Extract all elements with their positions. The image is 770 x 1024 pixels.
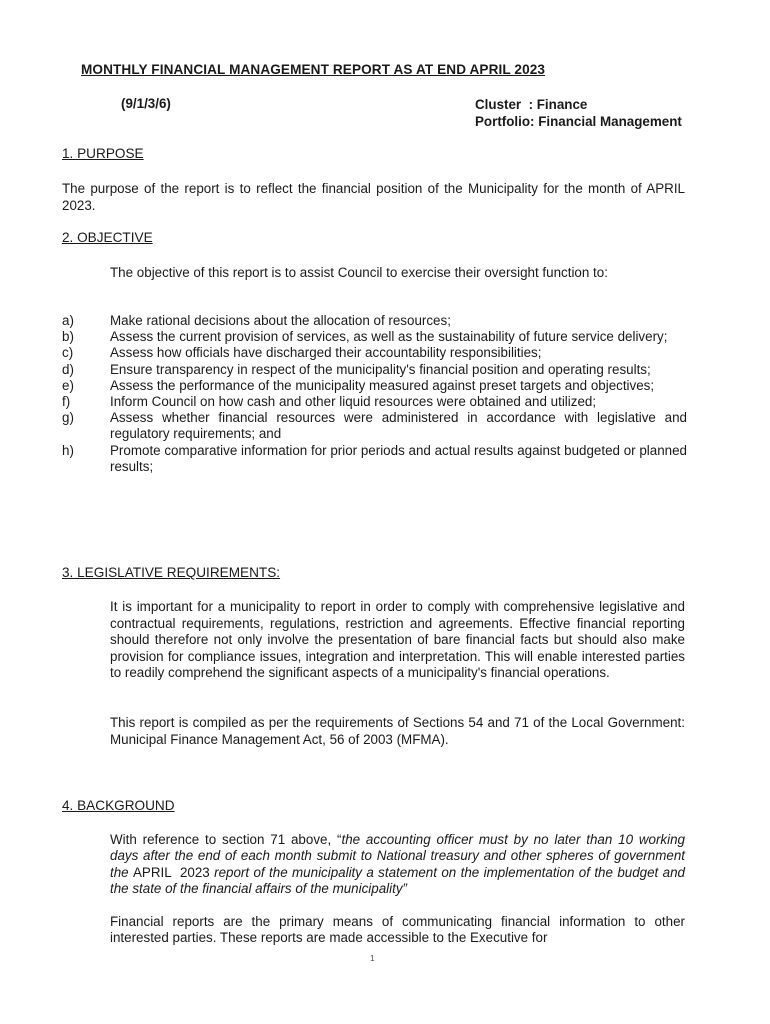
file-reference: (9/1/3/6): [121, 96, 171, 111]
background-para-1: [110, 832, 685, 898]
page-number: 1: [370, 954, 375, 963]
list-item-text: Assess whether financial resources were administered in accordance with legislative and regulatory requirements; and: [110, 410, 687, 442]
purpose-heading: 1. PURPOSE: [62, 146, 144, 161]
list-item-text: Assess the performance of the municipality measured against preset targets and objectives;: [110, 377, 655, 393]
list-item-text: Assess how officials have discharged their accountability responsibilities;: [110, 345, 542, 361]
report-title: MONTHLY FINANCIAL MANAGEMENT REPORT AS AT END APRIL 2023: [81, 62, 546, 77]
quote-prefix: With reference to section 71 above, “: [110, 832, 342, 847]
list-item: [62, 345, 687, 361]
quote-text-part-1: the accounting officer must by no later than 10 working days after the end of each month submit to National treasury and other spheres of government the: [110, 832, 685, 880]
list-item-text: Promote comparative information for prior periods and actual results against budgeted or planned results;: [110, 442, 687, 474]
list-item: [62, 378, 687, 394]
purpose-text: The purpose of the report is to reflect the financial position of the Municipality for the month of APRIL 2023.: [62, 181, 685, 213]
list-item-text: Make rational decisions about the allocation of resources;: [110, 313, 451, 328]
list-item-label: b): [62, 329, 74, 345]
objective-list: [62, 313, 687, 475]
background-heading: 4. BACKGROUND: [62, 798, 175, 813]
list-item-label: h): [62, 442, 74, 458]
list-item: [62, 443, 687, 475]
list-item-label: c): [62, 345, 74, 361]
list-item-label: g): [62, 410, 74, 426]
list-item-text: Assess the current provision of services, as well as the sustainability of future service delivery;: [110, 329, 668, 345]
objective-intro: The objective of this report is to assist Council to exercise their oversight function to:: [110, 265, 608, 280]
list-item-label: e): [62, 377, 74, 393]
list-item: [62, 313, 687, 329]
list-item-label: d): [62, 361, 74, 377]
list-item: [62, 329, 687, 345]
portfolio-line: Portfolio: Financial Management: [475, 114, 682, 129]
quote-month: APRIL 2023: [133, 864, 210, 880]
legislative-para-2: This report is compiled as per the requirements of Sections 54 and 71 of the Local Government: Municipal Finance Management Act, 56 of 2003 (MFMA).: [110, 715, 685, 747]
list-item: [62, 394, 687, 410]
list-item-text: Ensure transparency in respect of the municipality's financial position and operating results;: [110, 361, 651, 377]
list-item: [62, 362, 687, 378]
list-item: [62, 410, 687, 442]
cluster-line: Cluster : Finance: [475, 97, 588, 112]
list-item-label: f): [62, 394, 71, 410]
objective-heading: 2. OBJECTIVE: [62, 230, 153, 245]
quote-text-part-2: report of the municipality a statement on the implementation of the budget and the state of the financial affairs of the municipality: [110, 864, 685, 897]
legislative-para-1: It is important for a municipality to report in order to comply with comprehensive legislative and contractual requirements, regulations, restriction and agreements. Effective financial reporting should therefore not only involve the presentation of bare financial facts but should also make provision for compliance issues, integration and interpretation. This will enable interested parties to readily comprehend the significant aspects of a municipality's financial operations.: [110, 599, 685, 681]
list-item-label: a): [62, 313, 74, 328]
quote-suffix: ”: [402, 881, 407, 897]
legislative-heading: 3. LEGISLATIVE REQUIREMENTS:: [62, 565, 281, 580]
background-para-2: Financial reports are the primary means of communicating financial information to other interested parties. These reports are made accessible to the Executive for: [110, 914, 685, 946]
cluster-portfolio-block: [475, 96, 682, 130]
list-item-text: Inform Council on how cash and other liquid resources were obtained and utilized;: [110, 394, 597, 410]
